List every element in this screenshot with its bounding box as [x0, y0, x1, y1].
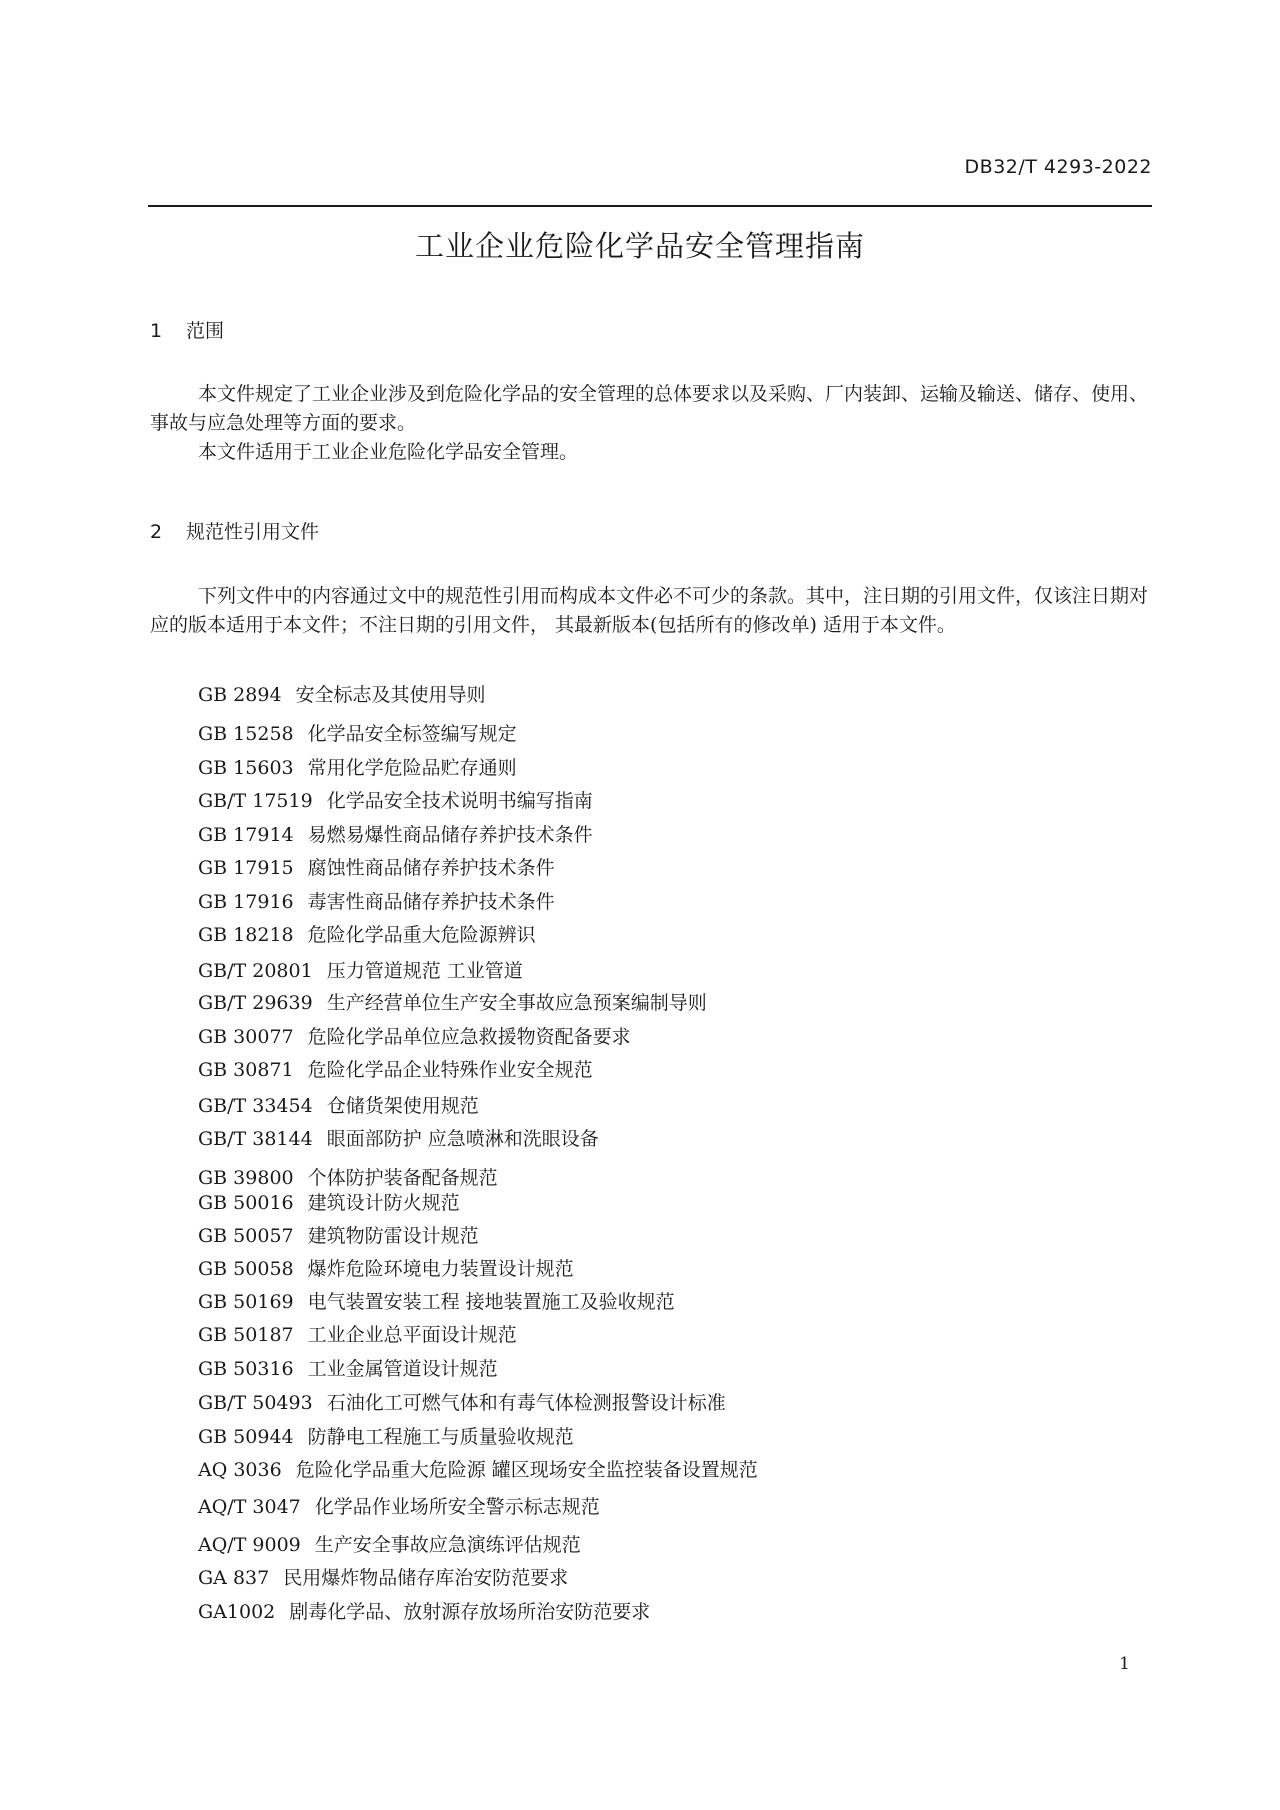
- reference-item: [198, 1422, 574, 1449]
- reference-item: [198, 1091, 479, 1118]
- reference-code: GB/T 20801: [198, 960, 313, 982]
- section-2-heading: [150, 517, 319, 544]
- reference-title: 化学品安全标签编写规定: [307, 723, 517, 745]
- reference-title: 个体防护装备配备规范: [307, 1167, 498, 1189]
- section-2-title: 规范性引用文件: [186, 521, 320, 543]
- reference-code: GB/T 38144: [198, 1128, 313, 1150]
- reference-title: 化学品作业场所安全警示标志规范: [314, 1496, 600, 1518]
- document-title: 工业企业危险化学品安全管理指南: [414, 229, 865, 263]
- reference-item: [198, 1492, 600, 1519]
- reference-code: GB/T 50493: [198, 1392, 313, 1414]
- reference-item: [198, 1354, 498, 1381]
- reference-title: 爆炸危险环境电力装置设计规范: [307, 1258, 574, 1280]
- section-1-heading: [150, 316, 224, 343]
- reference-title: 电气装置安装工程 接地装置施工及验收规范: [307, 1291, 675, 1313]
- reference-item: [198, 956, 523, 983]
- reference-title: 建筑物防雷设计规范: [307, 1225, 479, 1247]
- reference-item: [198, 1163, 498, 1190]
- reference-item: [198, 1287, 675, 1314]
- section-2-body: [150, 582, 1153, 640]
- reference-code: GB 39800: [198, 1167, 294, 1189]
- reference-code: GB 15603: [198, 757, 294, 779]
- document-code: DB32/T 4293-2022: [964, 156, 1152, 178]
- reference-item: [198, 753, 517, 780]
- reference-title: 防静电工程施工与质量验收规范: [307, 1426, 574, 1448]
- section-1-body: [150, 380, 1153, 467]
- page-number: 1: [1119, 1654, 1130, 1674]
- reference-code: GB 50016: [198, 1192, 294, 1214]
- reference-item: [198, 853, 555, 880]
- section-1-number: 1: [150, 320, 163, 342]
- reference-code: GB/T 29639: [198, 992, 313, 1014]
- reference-code: GB 15258: [198, 723, 294, 745]
- reference-title: 剧毒化学品、放射源存放场所治安防范要求: [289, 1601, 651, 1623]
- reference-code: GB 2894: [198, 684, 282, 706]
- reference-item: [198, 1188, 460, 1215]
- reference-title: 压力管道规范 工业管道: [326, 960, 523, 982]
- reference-code: GB 17916: [198, 891, 294, 913]
- reference-title: 危险化学品重大危险源 罐区现场安全监控装备设置规范: [295, 1459, 758, 1481]
- reference-item: [198, 1221, 479, 1248]
- reference-code: AQ/T 3047: [198, 1496, 301, 1518]
- reference-title: 工业企业总平面设计规范: [307, 1324, 517, 1346]
- header-rule: [148, 205, 1152, 207]
- reference-code: GB 50058: [198, 1258, 294, 1280]
- reference-title: 化学品安全技术说明书编写指南: [326, 790, 593, 812]
- reference-title: 眼面部防护 应急喷淋和洗眼设备: [326, 1128, 599, 1150]
- reference-title: 危险化学品企业特殊作业安全规范: [307, 1059, 593, 1081]
- reference-code: GB 17915: [198, 857, 294, 879]
- section-1-paragraph-2: 本文件适用于工业企业危险化学品安全管理。: [198, 441, 579, 463]
- reference-item: [198, 887, 555, 914]
- section-1-paragraph-1: 本文件规定了工业企业涉及到危险化学品的安全管理的总体要求以及采购、厂内装卸、运输及输送、储存、使用、事故与应急处理等方面的要求。: [150, 383, 1149, 434]
- reference-title: 仓储货架使用规范: [326, 1095, 479, 1117]
- reference-title: 常用化学危险品贮存通则: [307, 757, 517, 779]
- reference-item: [198, 1254, 574, 1281]
- section-2-paragraph-1: 下列文件中的内容通过文中的规范性引用而构成本文件必不可少的条款。其中，注日期的引用文件，仅该注日期对应的版本适用于本文件；不注日期的引用文件， 其最新版本(包括所有的修改单) 适用于本文件。: [150, 585, 1149, 636]
- reference-code: GB 17914: [198, 824, 294, 846]
- reference-item: [198, 1563, 568, 1590]
- reference-title: 建筑设计防火规范: [307, 1192, 460, 1214]
- reference-item: [198, 719, 517, 746]
- reference-item: [198, 820, 593, 847]
- reference-item: [198, 680, 486, 707]
- reference-title: 毒害性商品储存养护技术条件: [307, 891, 555, 913]
- reference-code: AQ 3036: [198, 1459, 282, 1481]
- reference-title: 民用爆炸物品储存库治安防范要求: [283, 1567, 569, 1589]
- reference-title: 安全标志及其使用导则: [295, 684, 486, 706]
- reference-code: GB 30871: [198, 1059, 294, 1081]
- reference-code: GB 50057: [198, 1225, 294, 1247]
- section-1-title: 范围: [186, 320, 225, 342]
- reference-code: AQ/T 9009: [198, 1534, 301, 1556]
- reference-item: [198, 786, 593, 813]
- reference-code: GB 50316: [198, 1358, 294, 1380]
- reference-title: 腐蚀性商品储存养护技术条件: [307, 857, 555, 879]
- reference-item: [198, 1530, 581, 1557]
- reference-title: 生产安全事故应急演练评估规范: [314, 1534, 581, 1556]
- reference-code: GB 50187: [198, 1324, 294, 1346]
- reference-item: [198, 1455, 758, 1482]
- reference-item: [198, 1320, 517, 1347]
- section-2-number: 2: [150, 521, 163, 543]
- reference-code: GB 18218: [198, 924, 294, 946]
- reference-item: [198, 1022, 631, 1049]
- reference-item: [198, 1055, 593, 1082]
- reference-code: GA 837: [198, 1567, 270, 1589]
- reference-code: GB/T 33454: [198, 1095, 313, 1117]
- reference-code: GB/T 17519: [198, 790, 313, 812]
- reference-code: GB 50944: [198, 1426, 294, 1448]
- reference-title: 危险化学品单位应急救援物资配备要求: [307, 1026, 631, 1048]
- reference-title: 石油化工可燃气体和有毒气体检测报警设计标准: [326, 1392, 726, 1414]
- reference-item: [198, 1388, 726, 1415]
- reference-title: 生产经营单位生产安全事故应急预案编制导则: [326, 992, 707, 1014]
- reference-item: [198, 1597, 650, 1624]
- reference-item: [198, 1124, 599, 1151]
- reference-item: [198, 920, 536, 947]
- reference-title: 危险化学品重大危险源辨识: [307, 924, 536, 946]
- reference-item: [198, 988, 707, 1015]
- reference-code: GB 30077: [198, 1026, 294, 1048]
- reference-code: GB 50169: [198, 1291, 294, 1313]
- reference-title: 工业金属管道设计规范: [307, 1358, 498, 1380]
- reference-title: 易燃易爆性商品储存养护技术条件: [307, 824, 593, 846]
- reference-code: GA1002: [198, 1601, 276, 1623]
